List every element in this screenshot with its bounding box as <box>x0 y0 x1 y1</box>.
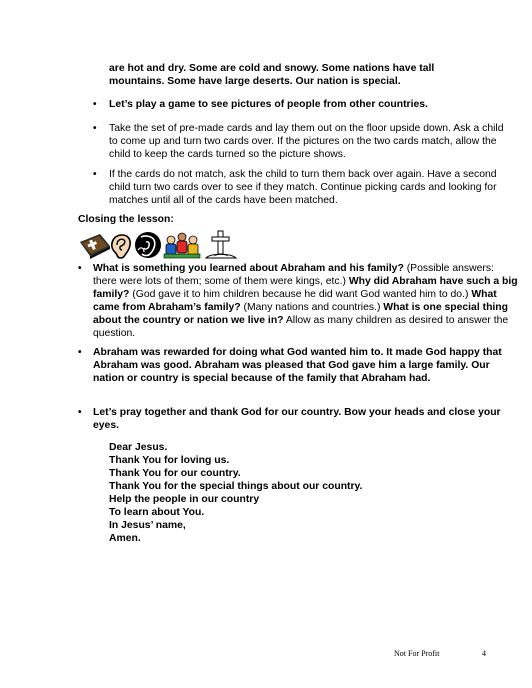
question-3: What came from Abraham’s family? <box>93 289 497 313</box>
prayer-line: Thank You for loving us. <box>109 455 230 466</box>
bullet-cards-instructions: Take the set of pre-made cards and lay them out on the floor upside down. Ask a child to come up and turn two cards over. If the pictures on the two cards match, allow the child to keep the cards turned so the picture shows. <box>109 123 504 160</box>
prayer-line: Amen. <box>109 533 141 544</box>
prayer-line: Thank You for our country. <box>109 468 241 479</box>
bullet-game: Let’s play a game to see pictures of people from other countries. <box>109 99 428 110</box>
praying-hands-icon <box>135 232 161 258</box>
bible-icon <box>80 234 110 259</box>
question-1: What is something you learned about Abraham and his family? <box>93 263 404 274</box>
closing-pray: Let’s pray together and thank God for our country. Bow your heads and close your eyes. <box>93 407 501 431</box>
question-4-note: Allow as many children as desired to answer the question. <box>93 315 509 339</box>
prayer-block <box>109 441 429 545</box>
prayer-line: Dear Jesus. <box>109 442 168 453</box>
footer-label: Not For Profit <box>394 649 440 658</box>
bullet-marker: • <box>78 407 82 418</box>
page-footer <box>394 649 514 659</box>
prayer-line: To learn about You. <box>109 507 205 518</box>
closing-icons <box>78 228 238 260</box>
children-group-icon <box>164 233 200 258</box>
bullet-marker: • <box>93 99 97 110</box>
intro-line-1: are hot and dry. Some are cold and snowy. Some nations have tall <box>109 63 435 74</box>
prayer-line: In Jesus’ name, <box>109 520 186 531</box>
question-2: Why did Abraham have such a big family? <box>93 276 518 300</box>
bullet-marker: • <box>78 263 82 274</box>
question-2-answer: (God gave it to him children because he did want God wanted him to do.) <box>129 289 472 300</box>
question-3-answer: (Many nations and countries.) <box>240 302 384 313</box>
page-number: 4 <box>482 649 486 658</box>
ear-icon <box>112 235 130 258</box>
closing-rewarded: Abraham was rewarded for doing what God wanted him to. It made God happy that Abraham was good. Abraham was pleased that God gave him a large family. Our nation or country is special because of the family that Abraham had. <box>93 347 502 384</box>
prayer-line: Thank You for the special things about our country. <box>109 481 363 492</box>
question-4: What is one special thing about the country or nation we live in? <box>93 302 508 326</box>
bullet-cards-matching: If the cards do not match, ask the child to turn them back over again. Have a second child turn two cards over to see if they match. Continue picking cards and looking for matches until all of the cards have been matched. <box>109 169 497 206</box>
bullet-marker: • <box>93 169 97 180</box>
prayer-line: Help the people in our country <box>109 494 260 505</box>
closing-heading: Closing the lesson: <box>78 214 174 225</box>
question-1-answer: (Possible answers: there were lots of them; some of them were kings, etc.) <box>93 263 494 287</box>
bullet-marker: • <box>93 123 97 134</box>
bullet-marker: • <box>78 347 82 358</box>
intro-line-2: mountains. Some have large deserts. Our nation is special. <box>109 76 401 87</box>
closing-questions <box>93 262 519 340</box>
cross-icon <box>206 231 236 258</box>
